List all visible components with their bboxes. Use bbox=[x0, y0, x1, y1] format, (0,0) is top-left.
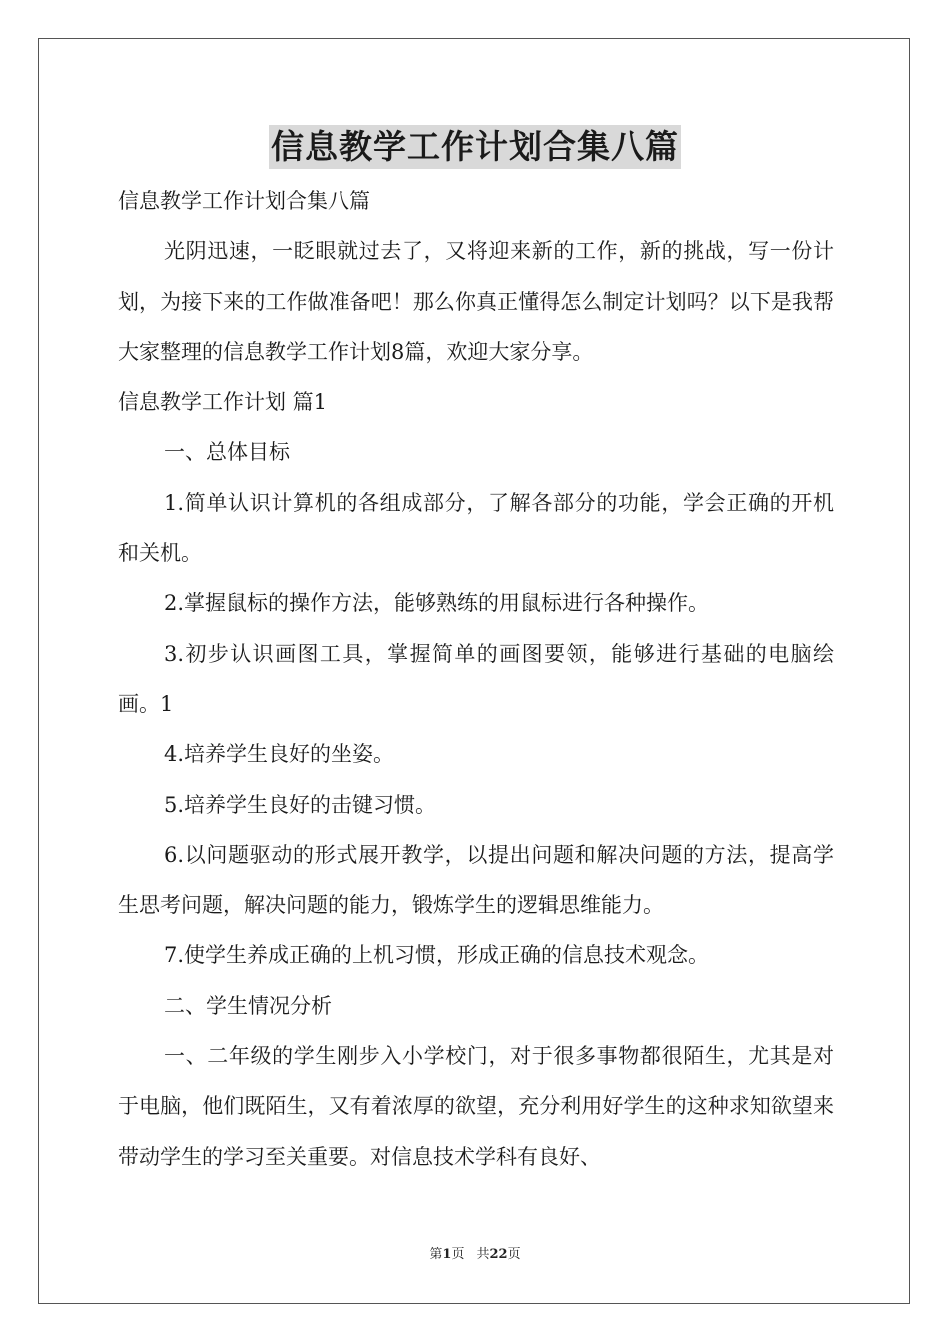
heading-student-analysis: 二、学生情况分析 bbox=[164, 993, 332, 1018]
footer-page-suffix: 页 bbox=[451, 1247, 465, 1262]
footer-total-prefix: 共 bbox=[476, 1247, 490, 1262]
title-container bbox=[0, 125, 950, 169]
goal-item-6: 6.以问题驱动的形式展开教学，以提出问题和解决问题的方法，提高学生思考问题，解决问题的能力，锻炼学生的逻辑思维能力。 bbox=[118, 842, 834, 918]
footer-total-suffix: 页 bbox=[507, 1247, 521, 1262]
goal-item-2: 2.掌握鼠标的操作方法，能够熟练的用鼠标进行各种操作。 bbox=[164, 591, 710, 616]
footer-page-total: 22 bbox=[489, 1247, 508, 1262]
heading-overall-goals: 一、总体目标 bbox=[164, 440, 290, 465]
section-heading-part1: 信息教学工作计划 篇1 bbox=[118, 390, 328, 415]
goal-item-5: 5.培养学生良好的击键习惯。 bbox=[164, 792, 437, 817]
footer-page-current: 1 bbox=[442, 1247, 452, 1262]
goal-item-1: 1.简单认识计算机的各组成部分，了解各部分的功能，学会正确的开机和关机。 bbox=[118, 490, 834, 566]
goal-item-4: 4.培养学生良好的坐姿。 bbox=[164, 742, 395, 767]
goal-item-7: 7.使学生养成正确的上机习惯，形成正确的信息技术观念。 bbox=[164, 943, 710, 968]
student-analysis-paragraph: 一、二年级的学生刚步入小学校门，对于很多事物都很陌生，尤其是对于电脑，他们既陌生，又有着浓厚的欲望，充分利用好学生的这种求知欲望来带动学生的学习至关重要。对信息技术学科有良好、 bbox=[118, 1044, 834, 1169]
subtitle-paragraph: 信息教学工作计划合集八篇 bbox=[118, 189, 370, 213]
goal-item-3: 3.初步认识画图工具，掌握简单的画图要领，能够进行基础的电脑绘画。1 bbox=[118, 641, 834, 716]
document-title: 信息教学工作计划合集八篇 bbox=[269, 125, 681, 169]
footer-page-prefix: 第 bbox=[429, 1247, 443, 1262]
intro-paragraph: 光阴迅速，一眨眼就过去了，又将迎来新的工作，新的挑战，写一份计划，为接下来的工作做准备吧！那么你真正懂得怎么制定计划吗？以下是我帮大家整理的信息教学工作计划8篇，欢迎大家分享。 bbox=[118, 239, 834, 364]
page-footer bbox=[0, 1246, 950, 1264]
document-body bbox=[118, 176, 834, 1182]
